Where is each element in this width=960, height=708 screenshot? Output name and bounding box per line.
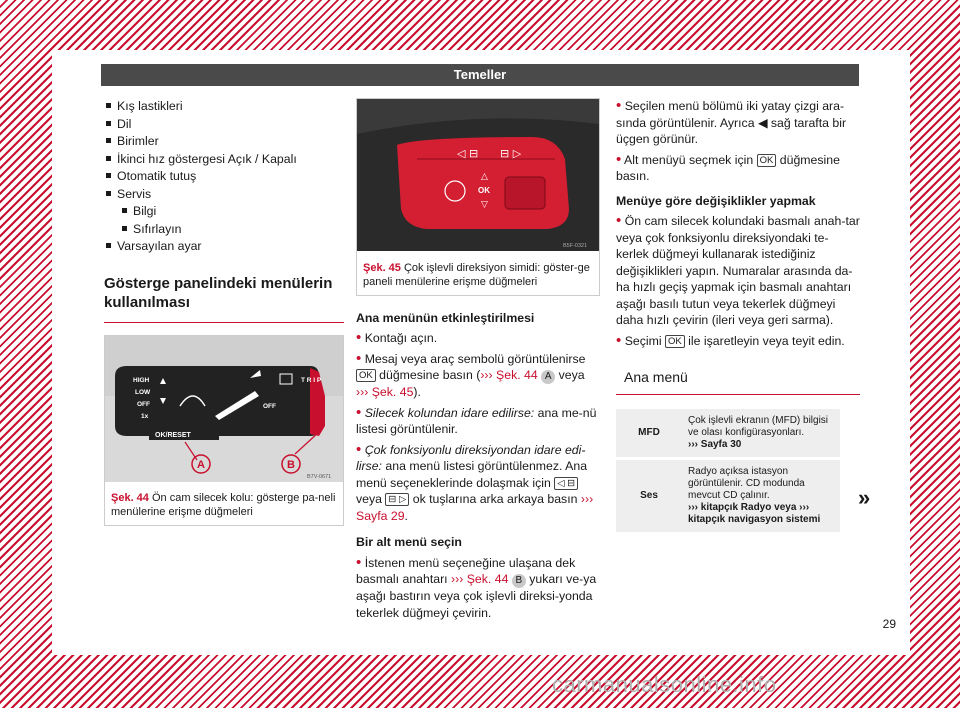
list-item: Birimler: [104, 133, 344, 151]
figure-wiper-stalk: [104, 335, 344, 527]
list-subitem: Bilgi: [104, 203, 344, 221]
xref-link[interactable]: ››› Sayfa 30: [688, 438, 742, 450]
xref-link[interactable]: ››› Şek. 45: [356, 385, 414, 399]
menu-right-icon: ⊟ ▷: [500, 147, 522, 160]
svg-text:A: A: [197, 458, 205, 471]
bullet: • Alt menüyü seçmek için OK düğmesine basın.: [616, 150, 840, 183]
bullet: • Çok fonksiyonlu direksiyondan idare edi-lirse: ana menü listesi görüntülenmez. Ana menü seçeneklerinde dolaşmak için ◁ ⊟ veya ⊟ ▷ ok tuşlarına arka arkaya basın ››› Sayfa 29.: [356, 440, 594, 523]
list-item: Servis: [104, 186, 344, 204]
ok-key: OK: [665, 335, 685, 348]
column-3: [616, 98, 860, 535]
menu-right-key: ⊟ ▷: [385, 493, 409, 506]
low-label: LOW: [135, 388, 151, 396]
svg-text:B: B: [287, 458, 295, 471]
bullet: • Silecek kolundan idare edilirse: ana me-nü listesi görüntülenir.: [356, 403, 597, 436]
watermark: carmanualsonline.info: [552, 672, 777, 697]
ok-reset-label: OK/RESET: [155, 431, 191, 439]
bullet: • Mesaj veya araç sembolü görüntülenirse OK düğmesine basın (››› Şek. 44 A veya ››› Şek. 45).: [356, 349, 586, 399]
column-2: [356, 98, 600, 625]
figure-caption: Şek. 44 Ön cam silecek kolu: gösterge pa-neli menülerine erişme düğmeleri: [111, 492, 336, 518]
section-title: Gösterge panelindeki menülerin kullanılması: [104, 274, 344, 323]
wiper-stalk-illustration: [105, 336, 343, 482]
xref-link[interactable]: ››› Şek. 44: [451, 572, 509, 586]
callout-b-badge: B: [512, 574, 526, 588]
list-subitem: Sıfırlayın: [104, 221, 344, 239]
bullet: • Seçimi OK ile işaretleyin veya teyit edin.: [616, 331, 845, 349]
high-label: HIGH: [133, 376, 150, 384]
table-value: Radyo açıksa istasyon görüntülenir. CD modunda mevcut CD çalınır. ››› kitapçık Radyo veya ››› kitapçık navigasyon sistemi: [682, 458, 840, 533]
xref-link[interactable]: ››› Sayfa 29: [356, 492, 594, 523]
callout-a-badge: A: [541, 370, 555, 384]
main-menu-heading: Ana menü: [616, 363, 860, 395]
menu-left-key: ◁ ⊟: [554, 477, 578, 490]
menu-left-icon: ◁ ⊟: [457, 147, 479, 160]
heading-activate: Ana menünün etkinleştirilmesi: [356, 310, 535, 325]
menu-list: [104, 98, 344, 256]
table-row: [616, 409, 840, 459]
bullet: • Seçilen menü bölümü iki yatay çizgi ara-sında görüntülenir. Ayrıca ◀ sağ tarafta bir üçgen görünür.: [616, 97, 847, 146]
list-item: Kış lastikleri: [104, 98, 344, 116]
up-arrow-icon: △: [481, 172, 488, 182]
off-label: OFF: [137, 400, 150, 408]
xref-link[interactable]: ››› Şek. 44: [480, 368, 538, 382]
figure-code: B5F-0321: [563, 243, 588, 249]
thumbwheel: [505, 177, 545, 209]
steering-wheel-illustration: [357, 99, 599, 251]
table-key: MFD: [616, 409, 682, 459]
list-item: Otomatik tutuş: [104, 168, 344, 186]
heading-submenu: Bir alt menü seçin: [356, 535, 462, 549]
list-item: Dil: [104, 116, 344, 134]
heading-changes: Menüye göre değişiklikler yapmak: [616, 193, 816, 208]
figure-code: B7V-0671: [307, 473, 332, 480]
continue-icon: »: [858, 485, 871, 510]
table-row: [616, 458, 840, 533]
ok-key: OK: [356, 369, 376, 382]
bullet: • Kontağı açın.: [356, 329, 438, 346]
table-value: Çok işlevli ekranın (MFD) bilgisi ve olası konfigürasyonları. ››› Sayfa 30: [682, 409, 840, 459]
page-number: 29: [882, 617, 896, 631]
once-label: 1x: [141, 412, 149, 420]
bullet: • İstenen menü seçeneğine ulaşana dek basmalı anahtarı ››› Şek. 44 B yukarı ve-ya aşağı bastırın veya çok işlevli direksi-yonda tekerlek düğmeyi çevirin.: [356, 553, 597, 620]
bullet: • Ön cam silecek kolundaki basmalı anah-tar veya çok fonksiyonlu direksiyondaki te-kerlek düğmeyi kullanarak istediğiniz değişiklikleri yapın. Numaralar arasında da-ha hızlı geçiş yapmak için basmalı anahtarı aşağı basılı tutun veya tekerlek düğmeyi daha hızlı çevirin (ileri veya geri sarma).: [616, 212, 860, 327]
down-arrow-icon: ▽: [481, 200, 488, 210]
xref-link[interactable]: ››› kitapçık Radyo veya ››› kitapçık navigasyon sistemi: [688, 501, 821, 525]
main-menu-table: [616, 409, 840, 535]
table-key: Ses: [616, 458, 682, 533]
rear-off-label: OFF: [263, 402, 276, 410]
list-item: Varsayılan ayar: [104, 238, 344, 256]
ok-label: OK: [478, 186, 490, 195]
triangle-icon: ◀: [757, 115, 768, 130]
column-1: [104, 98, 344, 526]
trip-label: T R I P: [301, 376, 322, 384]
section-header: Temeller: [101, 64, 859, 86]
figure-caption: Şek. 45 Çok işlevli direksiyon simidi: göster-ge paneli menülerine erişme düğmeleri: [363, 261, 590, 288]
ok-key: OK: [757, 154, 777, 167]
figure-steering-wheel: [356, 98, 600, 296]
list-item: İkinci hız göstergesi Açık / Kapalı: [104, 151, 344, 169]
